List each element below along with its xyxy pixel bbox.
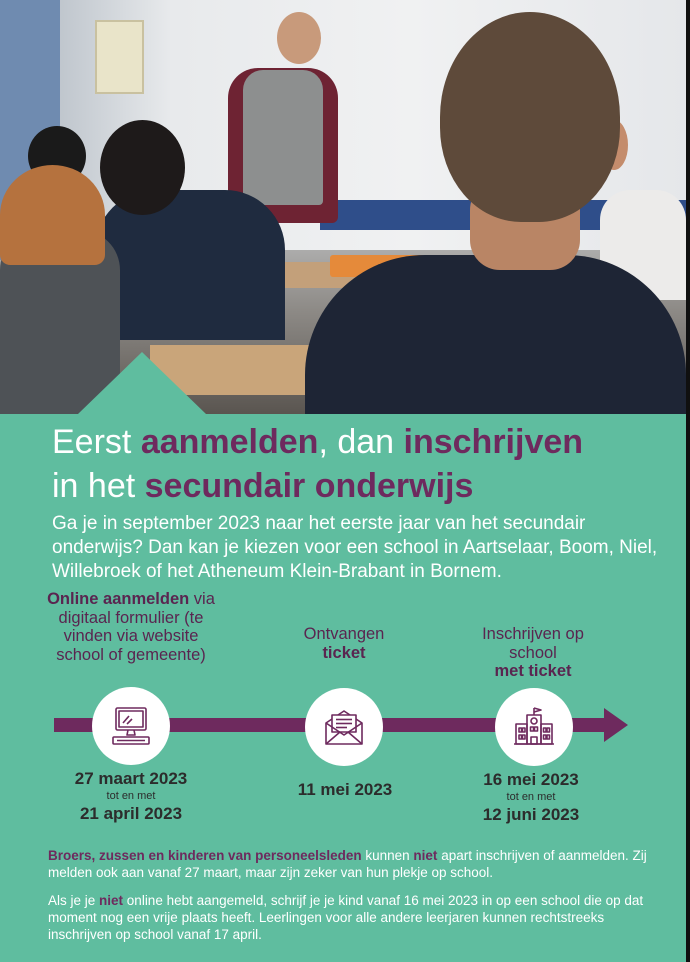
step-1-circle (92, 687, 170, 765)
page-title: Eerst aanmelden, dan inschrijven in het secundair onderwijs (52, 423, 584, 505)
timeline-arrow-icon (604, 708, 628, 742)
step-inschrijven-op-school: Inschrijven op school met ticket (482, 625, 584, 680)
school-building-icon (511, 704, 557, 750)
date-step-2: 11 mei 2023 (297, 780, 393, 799)
computer-icon (108, 703, 154, 749)
date-step-3: 16 mei 2023 tot en met 12 juni 2023 (482, 770, 580, 824)
intro-text: Ga je in september 2023 naar het eerste jaar van het secundair onderwijs? Dan kan je kiezen voor een school in Aartselaar, Boom, Niel, Willebroek of het Atheneum Klein-Brabant in Bornem. (52, 513, 658, 582)
photo-notch (78, 352, 206, 414)
date-step-1: 27 maart 2023 tot en met 21 april 2023 (74, 769, 188, 823)
envelope-icon (321, 704, 367, 750)
step-2-circle (305, 688, 383, 766)
footer-paragraph-1: Broers, zussen en kinderen van personeelsleden kunnen niet apart inschrijven of aanmelden. Zij melden ook aan vanaf 27 maart, maar zijn zeker van hun plekje op school. (48, 848, 647, 880)
step-3-circle (495, 688, 573, 766)
footer-paragraph-2: Als je je niet online hebt aangemeld, schrijf je je kind vanaf 16 mei 2023 in op een school die op dat moment nog een vrije plaats heeft. Leerlingen voor alle andere leerjaren kunnen rechtstreeks inschrijven op school vanaf 17 april. (48, 893, 644, 942)
step-online-aanmelden: Online aanmelden via digitaal formulier (te vinden via website school of gemeente) (47, 590, 215, 664)
step-ontvangen-ticket: Ontvangen ticket (303, 625, 385, 662)
